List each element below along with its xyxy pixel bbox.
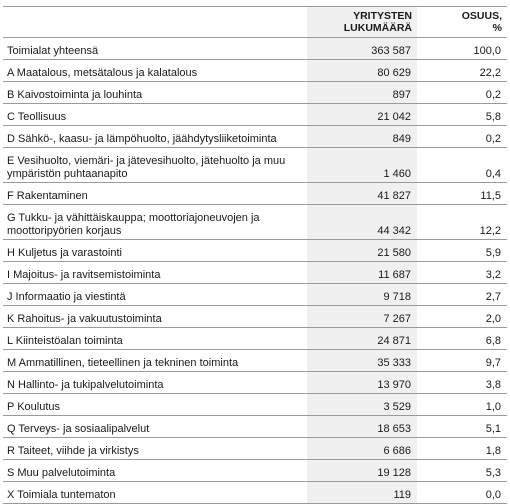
table-row [3,82,507,104]
table-row [3,416,507,438]
industry-table [3,6,507,504]
company-count: 6 686 [307,438,417,460]
industry-label: J Informaatio ja viestintä [3,284,307,306]
company-count: 21 580 [307,240,417,262]
company-count: 363 587 [307,38,417,60]
company-count: 19 128 [307,460,417,482]
industry-label: D Sähkö-, kaasu- ja lämpöhuolto, jäähdytysliiketoiminta [3,126,307,148]
table-row [3,438,507,460]
company-count: 24 871 [307,328,417,350]
share-percent: 12,2 [417,205,507,240]
industry-label: E Vesihuolto, viemäri- ja jätevesihuolto, jätehuolto ja muu ympäristön puhtaanapito [3,148,307,183]
table-row [3,104,507,126]
company-count: 44 342 [307,205,417,240]
company-count: 18 653 [307,416,417,438]
table-row [3,60,507,82]
industry-label: Q Terveys- ja sosiaalipalvelut [3,416,307,438]
industry-label: G Tukku- ja vähittäiskauppa; moottoriajoneuvojen ja moottoripyörien korjaus [3,205,307,240]
industry-label: S Muu palvelutoiminta [3,460,307,482]
company-count: 9 718 [307,284,417,306]
table-row [3,240,507,262]
share-percent: 2,0 [417,306,507,328]
share-percent: 5,9 [417,240,507,262]
industry-label: H Kuljetus ja varastointi [3,240,307,262]
industry-label: B Kaivostoiminta ja louhinta [3,82,307,104]
industry-label: L Kiinteistöalan toiminta [3,328,307,350]
share-percent: 0,2 [417,82,507,104]
header-count-line1: YRITYSTEN [353,10,412,22]
share-percent: 9,7 [417,350,507,372]
share-percent: 6,8 [417,328,507,350]
table-row [3,262,507,284]
table-row [3,126,507,148]
header-count-line2: LUKUMÄÄRÄ [343,22,412,34]
company-count: 21 042 [307,104,417,126]
share-percent: 3,2 [417,262,507,284]
industry-label: A Maatalous, metsätalous ja kalatalous [3,60,307,82]
industry-label: I Majoitus- ja ravitsemistoiminta [3,262,307,284]
total-row [3,38,507,60]
company-count: 897 [307,82,417,104]
share-percent: 3,8 [417,372,507,394]
header-industry [3,7,307,38]
share-percent: 0,2 [417,126,507,148]
industry-label: R Taiteet, viihde ja virkistys [3,438,307,460]
share-percent: 22,2 [417,60,507,82]
industry-label: C Teollisuus [3,104,307,126]
table-row [3,284,507,306]
industry-label: K Rahoitus- ja vakuutustoiminta [3,306,307,328]
share-percent: 5,3 [417,460,507,482]
company-count: 41 827 [307,183,417,205]
header-count [307,7,417,38]
industry-label: M Ammatillinen, tieteellinen ja tekninen toiminta [3,350,307,372]
share-percent: 11,5 [417,183,507,205]
table-row [3,394,507,416]
company-count: 35 333 [307,350,417,372]
company-count: 13 970 [307,372,417,394]
header-share [417,7,507,38]
company-count: 80 629 [307,60,417,82]
company-count: 119 [307,482,417,504]
header-share-line2: % [492,22,502,34]
share-percent: 5,8 [417,104,507,126]
table-row [3,482,507,504]
share-percent: 1,8 [417,438,507,460]
table-row [3,205,507,240]
table-row [3,328,507,350]
table-row [3,306,507,328]
company-count: 11 687 [307,262,417,284]
company-count: 3 529 [307,394,417,416]
table-row [3,148,507,183]
header-share-line1: OSUUS, [461,10,502,22]
company-count: 849 [307,126,417,148]
company-count: 7 267 [307,306,417,328]
industry-label: Toimialat yhteensä [3,38,307,60]
table-row [3,350,507,372]
share-percent: 1,0 [417,394,507,416]
company-count: 1 460 [307,148,417,183]
table-row [3,372,507,394]
industry-label: P Koulutus [3,394,307,416]
share-percent: 0,4 [417,148,507,183]
industry-label: X Toimiala tuntematon [3,482,307,504]
industry-label: N Hallinto- ja tukipalvelutoiminta [3,372,307,394]
table-row [3,460,507,482]
share-percent: 0,0 [417,482,507,504]
header-row [3,7,507,38]
table-row [3,183,507,205]
share-percent: 100,0 [417,38,507,60]
share-percent: 5,1 [417,416,507,438]
share-percent: 2,7 [417,284,507,306]
industry-label: F Rakentaminen [3,183,307,205]
